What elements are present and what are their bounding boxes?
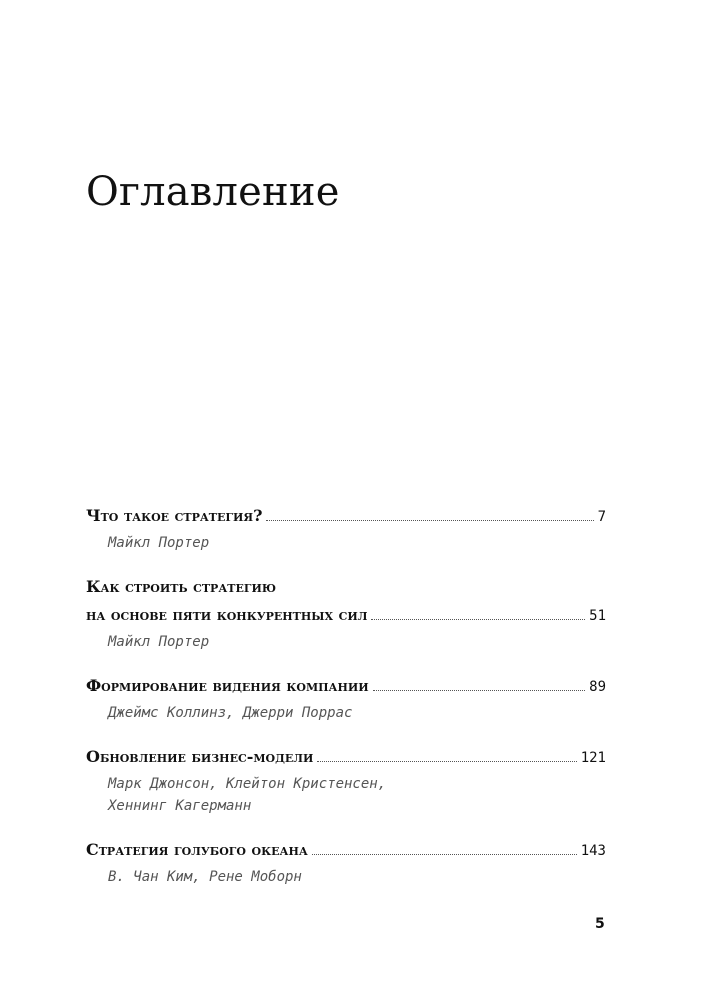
- toc-entry-author: Майкл Портер: [108, 535, 210, 551]
- toc-entry-title[interactable]: Формирование видения компании: [86, 676, 369, 695]
- toc-entry-page[interactable]: 51: [589, 608, 606, 624]
- dot-leader: [371, 619, 585, 620]
- toc-entry-vision[interactable]: [86, 674, 606, 724]
- toc-entry-title-line[interactable]: [86, 838, 606, 862]
- toc-entry-title-continued[interactable]: на основе пяти конкурентных сил: [86, 605, 368, 624]
- dot-leader: [266, 520, 593, 521]
- toc-entry-author: В. Чан Ким, Рене Моборн: [108, 869, 302, 885]
- toc-entry-author: Джеймс Коллинз, Джерри Поррас: [108, 705, 353, 721]
- page-number: 5: [595, 916, 605, 932]
- toc-entry-author: Марк Джонсон, Клейтон Кристенсен,: [108, 776, 387, 792]
- toc-entry-title-line[interactable]: [86, 674, 606, 698]
- toc-entry-title-line[interactable]: [86, 603, 606, 627]
- toc-entry-five-forces[interactable]: [86, 575, 606, 653]
- toc-entry-title-line[interactable]: [86, 575, 606, 599]
- toc-entry-page[interactable]: 143: [580, 843, 606, 859]
- toc-entry-title-line[interactable]: [86, 504, 606, 528]
- dot-leader: [312, 854, 577, 855]
- toc-entry-title[interactable]: Как строить стратегию: [86, 577, 276, 596]
- dot-leader: [317, 761, 576, 762]
- toc-entry-author: Майкл Портер: [108, 634, 210, 650]
- toc-entry-page[interactable]: 7: [597, 509, 606, 525]
- toc-entry-title-line[interactable]: [86, 745, 606, 769]
- toc-entry-title[interactable]: Обновление бизнес-модели: [86, 747, 314, 766]
- toc-entry-business-model[interactable]: [86, 745, 606, 817]
- dot-leader: [373, 690, 585, 691]
- table-of-contents: [86, 504, 606, 909]
- page-title: Оглавление: [86, 169, 340, 215]
- toc-entry-author-continued: Хеннинг Кагерманн: [108, 798, 252, 814]
- toc-entry-page[interactable]: 121: [580, 750, 606, 766]
- toc-entry-title[interactable]: Стратегия голубого океана: [86, 840, 308, 859]
- toc-entry-what-is-strategy[interactable]: [86, 504, 606, 554]
- toc-entry-blue-ocean[interactable]: [86, 838, 606, 888]
- toc-entry-page[interactable]: 89: [589, 679, 606, 695]
- toc-entry-title[interactable]: Что такое стратегия?: [86, 506, 263, 525]
